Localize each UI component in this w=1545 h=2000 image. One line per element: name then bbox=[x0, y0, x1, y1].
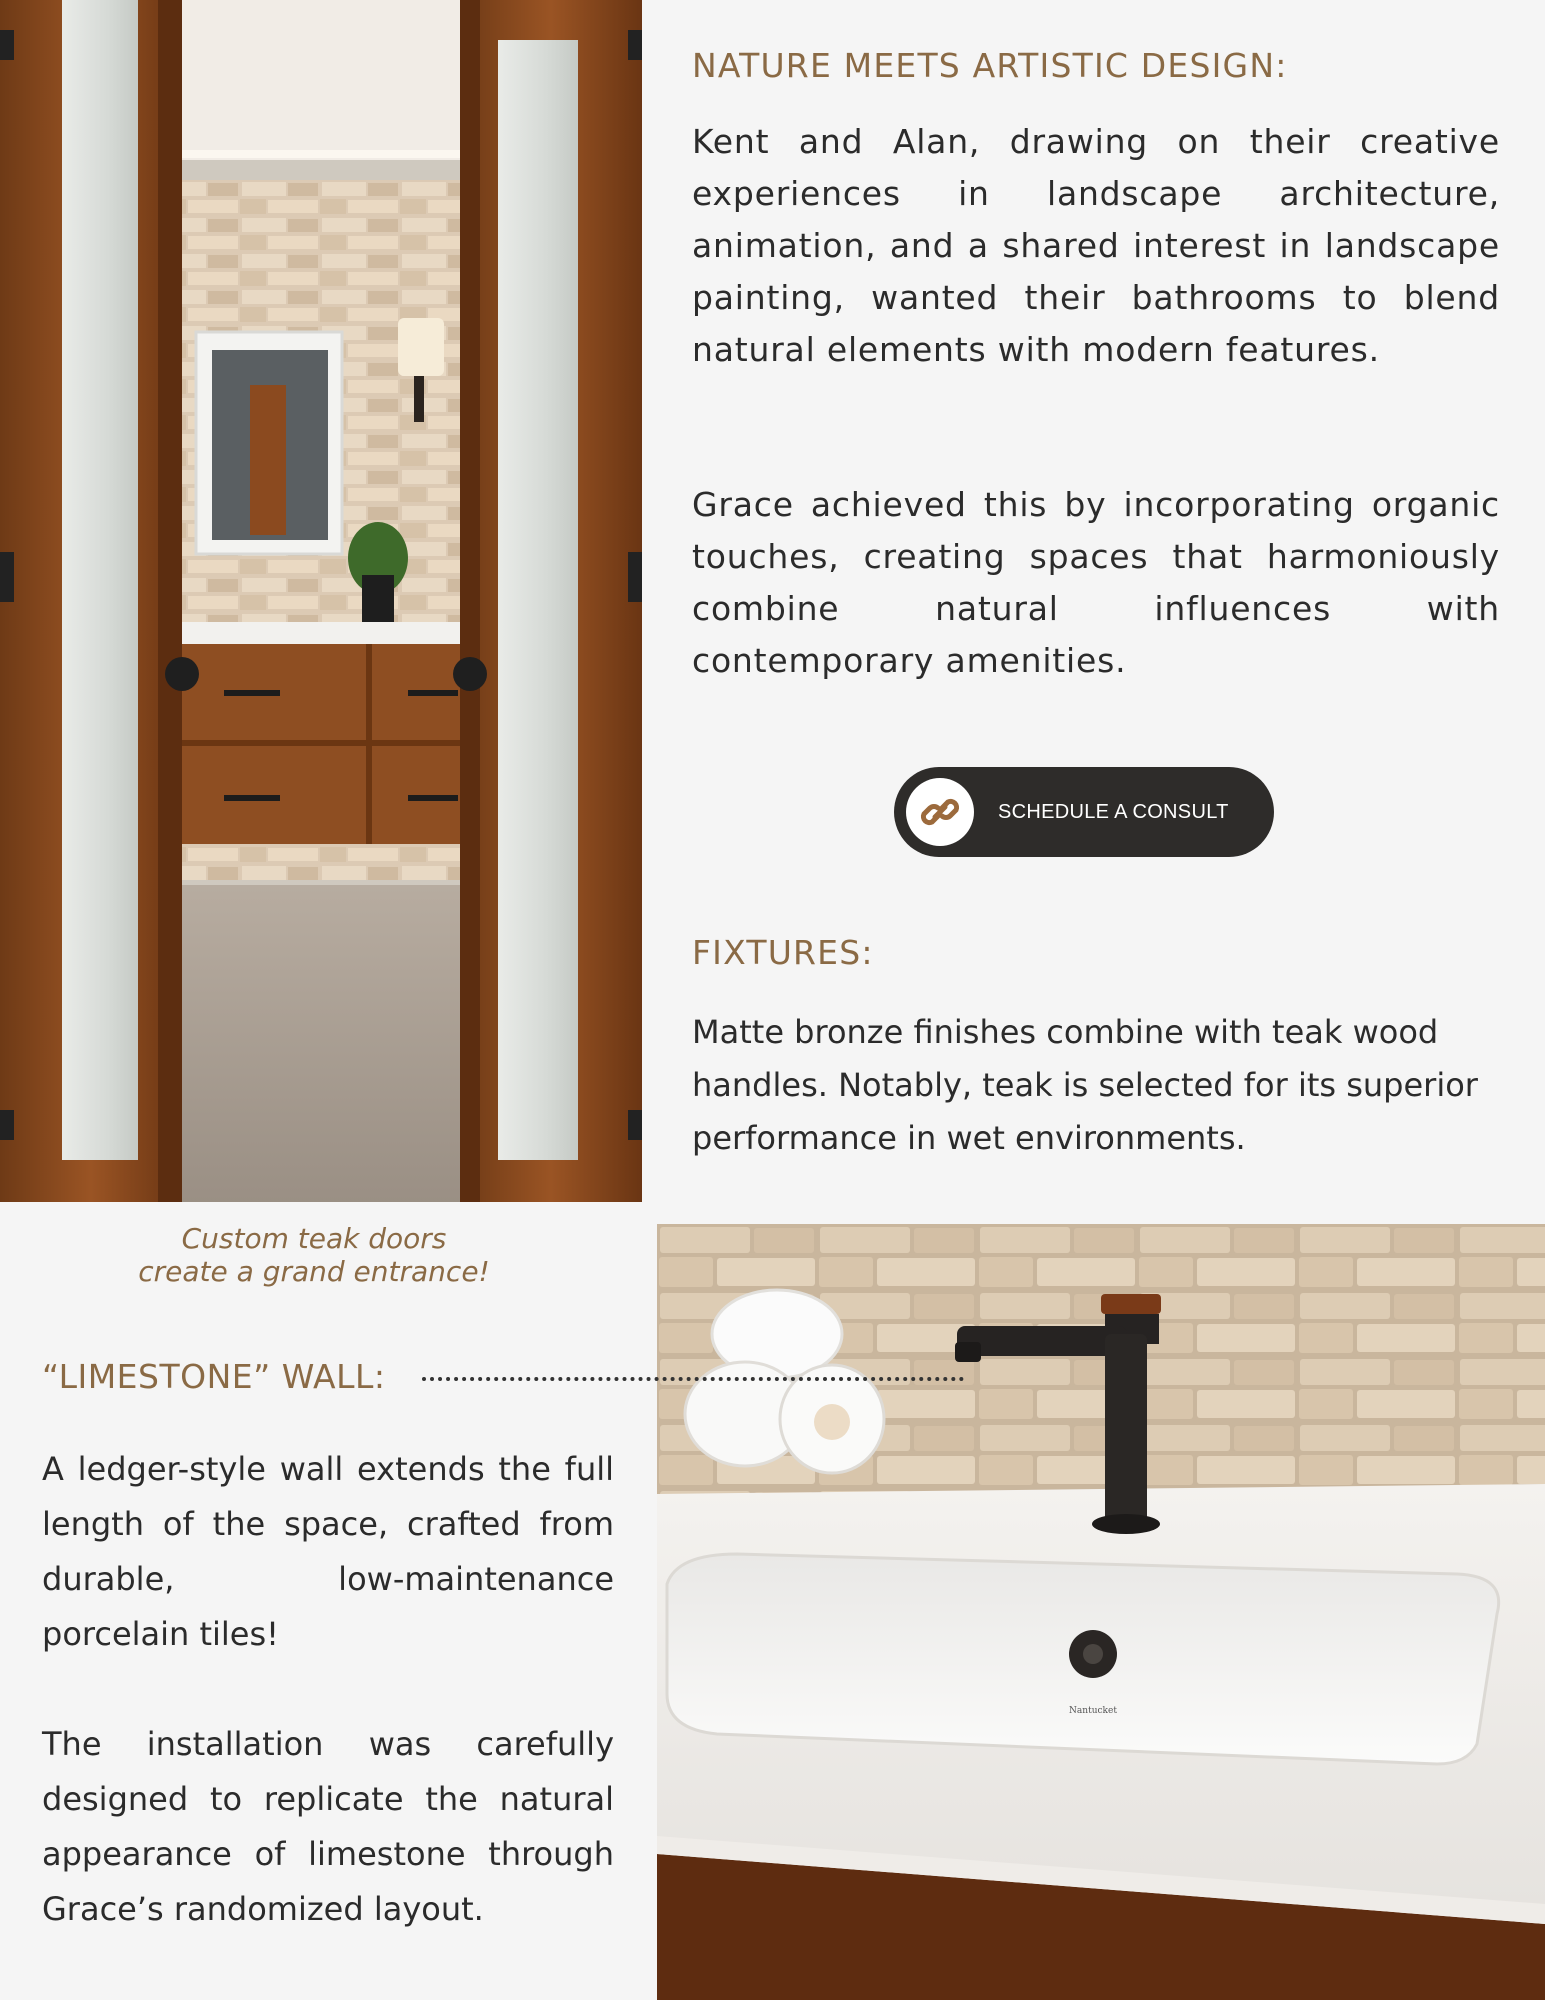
schedule-consult-label: SCHEDULE A CONSULT bbox=[998, 800, 1229, 823]
limestone-paragraph-1: A ledger-style wall extends the full length of the space, crafted from durable, low-maintenance porcelain tiles! bbox=[42, 1450, 614, 1653]
nature-paragraph-1: Kent and Alan, drawing on their creative experiences in landscape architecture, animation, and a shared interest in landscape painting, wanted their bathrooms to blend natural elements with modern features. bbox=[692, 122, 1500, 369]
faucet-sink-photo bbox=[657, 1224, 1545, 2000]
caption-line-1: Custom teak doors bbox=[181, 1222, 447, 1255]
sink-brand-mark: Nantucket bbox=[1069, 1706, 1117, 1716]
door-photo-caption bbox=[0, 1222, 628, 1288]
link-icon bbox=[906, 778, 974, 846]
nature-heading: NATURE MEETS ARTISTIC DESIGN: bbox=[692, 46, 1288, 85]
limestone-heading: “LIMESTONE” WALL: bbox=[42, 1357, 386, 1396]
caption-line-2: create a grand entrance! bbox=[138, 1255, 490, 1288]
callout-dotted-line bbox=[422, 1377, 964, 1381]
fixtures-heading: FIXTURES: bbox=[692, 933, 874, 972]
teak-doors-photo bbox=[0, 0, 642, 1202]
nature-paragraph-2: Grace achieved this by incorporating organic touches, creating spaces that harmoniously combine natural influences with contemporary amenities. bbox=[692, 485, 1500, 680]
schedule-consult-button[interactable] bbox=[894, 767, 1274, 857]
fixtures-paragraph: Matte bronze finishes combine with teak wood handles. Notably, teak is selected for its superior performance in wet environments. bbox=[692, 1013, 1478, 1157]
limestone-paragraph-2: The installation was carefully designed to replicate the natural appearance of limestone through Grace’s randomized layout. bbox=[42, 1725, 614, 1928]
